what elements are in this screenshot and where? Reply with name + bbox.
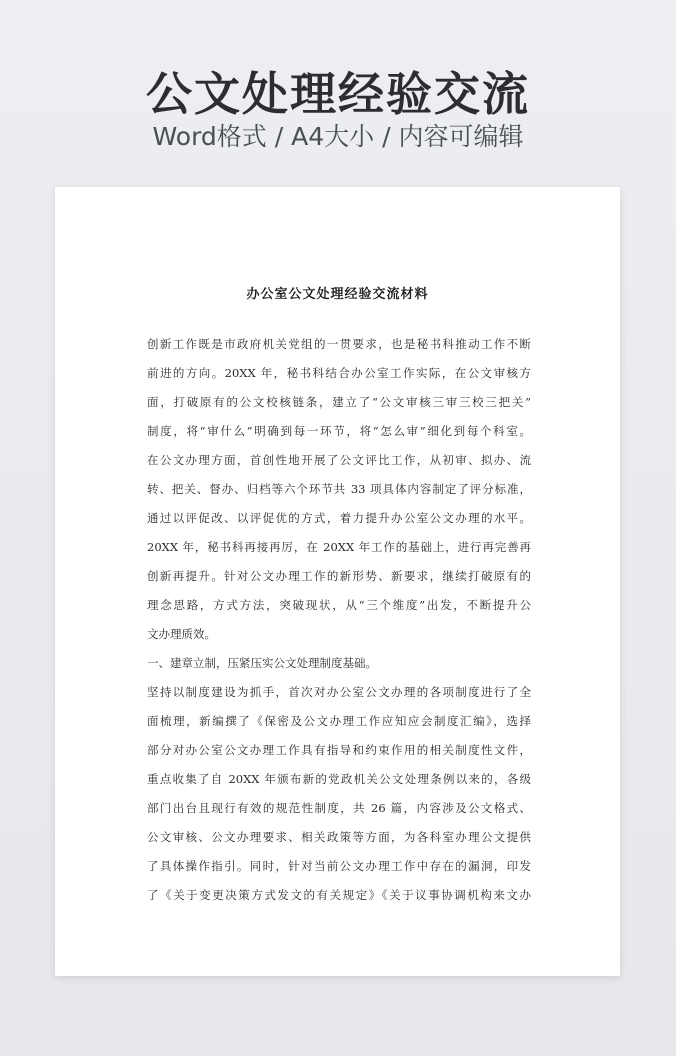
body-line: 面，打破原有的公文校核链条，建立了“公文审核三审三校三把关” [147,395,531,409]
section-heading: 一、建章立制，压紧压实公文处理制度基础。 [147,656,377,670]
body-line: 面梳理，新编撰了《保密及公文办理工作应知应会制度汇编》，选择 [147,714,531,728]
banner-subtitle: Word格式 / A4大小 / 内容可编辑 [152,122,524,151]
document-page [55,187,620,976]
body-line: 部分对办公室公文办理工作具有指导和约束作用的相关制度性文件， [147,743,531,757]
body-line: 创新工作既是市政府机关党组的一贯要求，也是秘书科推动工作不断 [147,337,531,351]
body-line: 坚持以制度建设为抓手，首次对办公室公文办理的各项制度进行了全 [147,685,531,699]
body-line: 部门出台且现行有效的规范性制度，共 26 篇，内容涉及公文格式、 [147,801,531,815]
document-title: 办公室公文处理经验交流材料 [246,287,429,302]
banner-title: 公文处理经验交流 [146,67,530,121]
body-line: 创新再提升。针对公文办理工作的新形势、新要求，继续打破原有的 [147,569,531,583]
body-line: 了具体操作指引。同时，针对当前公文办理工作中存在的漏洞，印发 [147,859,531,873]
body-line: 重点收集了自 20XX 年颁布新的党政机关公文处理条例以来的，各级 [147,772,531,786]
body-line: 前进的方向。20XX 年，秘书科结合办公室工作实际，在公文审核方 [147,366,531,380]
document-body [147,330,531,910]
body-line: 理念思路，方式方法，突破现状，从“三个维度”出发，不断提升公 [147,598,531,612]
body-line: 转、把关、督办、归档等六个环节共 33 项具体内容制定了评分标准， [147,482,531,496]
body-line: 文办理质效。 [147,627,216,641]
body-line: 在公文办理方面，首创性地开展了公文评比工作，从初审、拟办、流 [147,453,531,467]
body-line: 了《关于变更决策方式发文的有关规定》《关于议事协调机构来文办 [147,888,531,902]
body-line: 公文审核、公文办理要求、相关政策等方面，为各科室办理公文提供 [147,830,531,844]
body-line: 20XX 年，秘书科再接再厉，在 20XX 年工作的基础上，进行再完善再 [147,540,531,554]
body-line: 制度，将“审什么”明确到每一环节，将“怎么审”细化到每个科室。 [147,424,531,438]
body-line: 通过以评促改、以评促优的方式，着力提升办公室公文办理的水平。 [147,511,531,525]
